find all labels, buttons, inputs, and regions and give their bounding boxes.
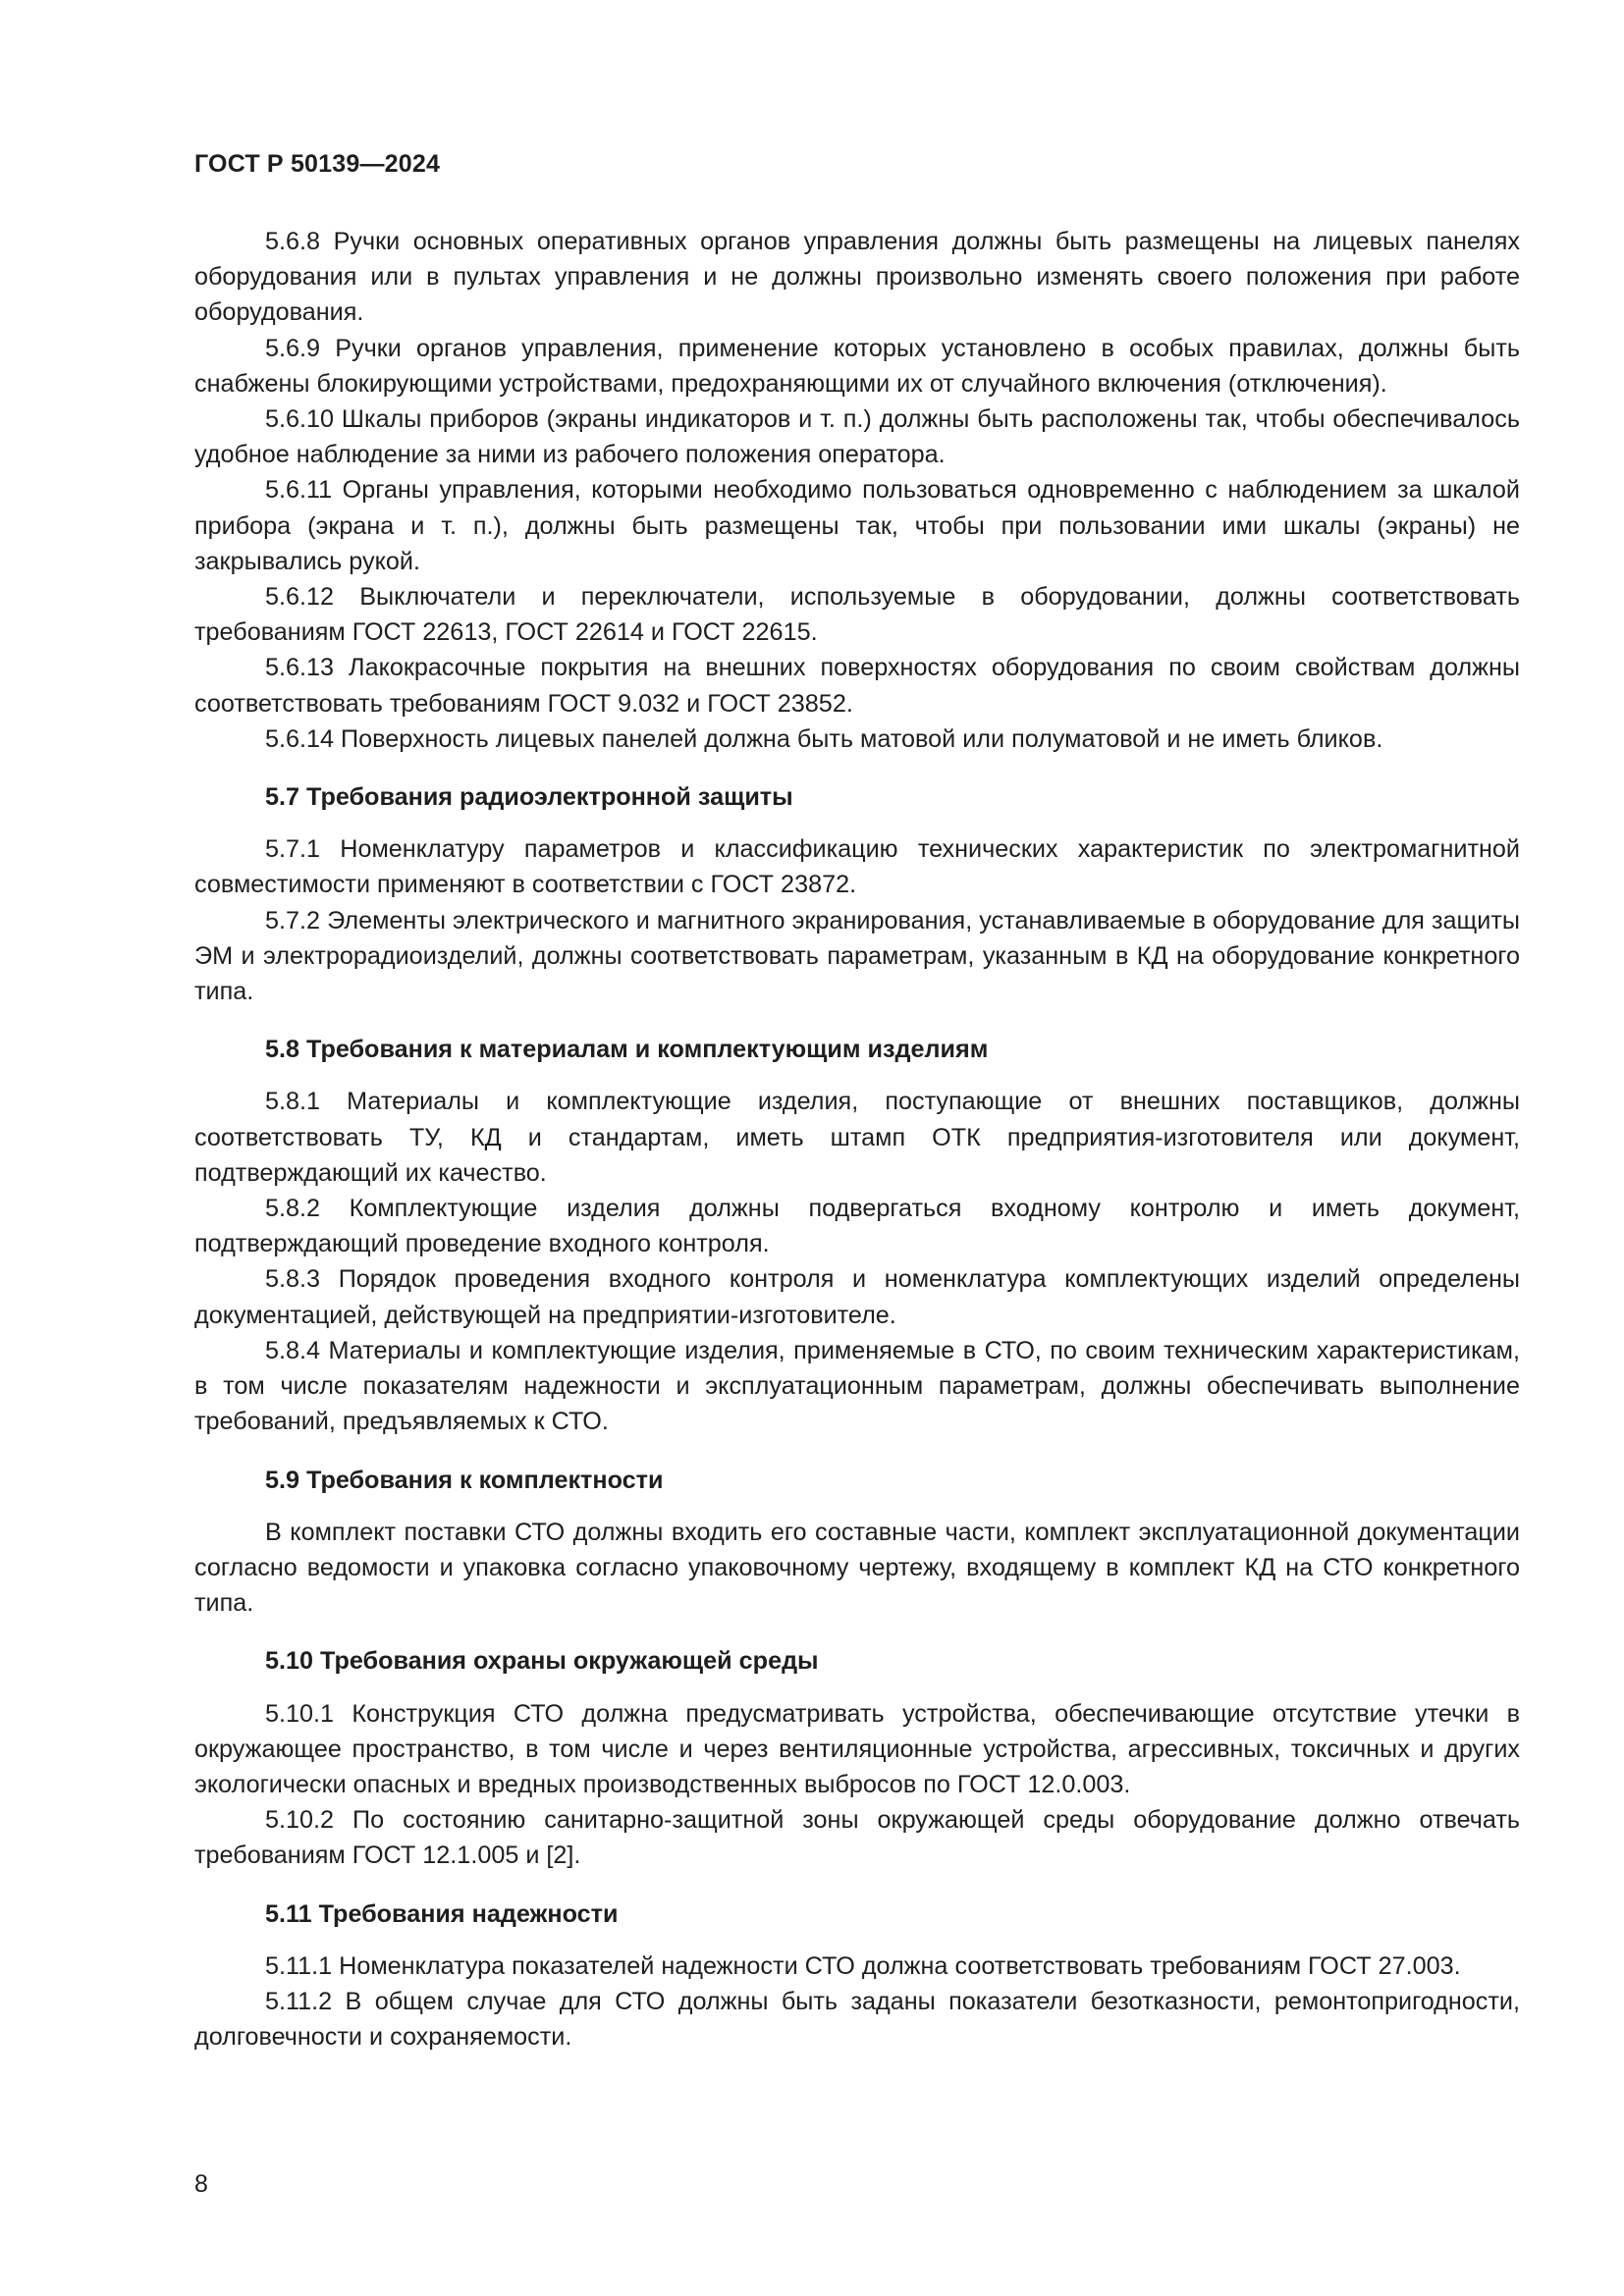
document-body: [194, 224, 1520, 2055]
paragraph-5-8-4: 5.8.4 Материалы и комплектующие изделия, применяемые в СТО, по своим техническим характеристикам, в том числе показателям надежности и эксплуатационным параметрам, должны обеспечивать выполнение требований, предъявляемых к СТО.: [194, 1336, 1520, 1436]
section-heading-5-7: 5.7 Требования радиоэлектронной защиты: [265, 783, 793, 812]
paragraph-5-11-1: 5.11.1 Номенклатура показателей надежности СТО должна соответствовать требованиям ГОСТ 27.003.: [265, 1951, 1461, 1980]
paragraph-5-6-8: 5.6.8 Ручки основных оперативных органов управления должны быть размещены на лицевых панелях оборудования или в пультах управления и не должны произвольно изменять своего положения при работе оборудования.: [194, 228, 1520, 327]
document-header: ГОСТ Р 50139—2024: [194, 150, 441, 178]
page-number: 8: [194, 2170, 208, 2198]
paragraph-5-11-2: 5.11.2 В общем случае для СТО должны быть заданы показатели безотказности, ремонтопригодности, долговечности и сохраняемости.: [194, 1987, 1520, 2052]
paragraph-5-6-14: 5.6.14 Поверхность лицевых панелей должна быть матовой или полуматовой и не иметь бликов.: [265, 724, 1383, 753]
paragraph-5-10-2: 5.10.2 По состоянию санитарно-защитной зоны окружающей среды оборудование должно отвечать требованиям ГОСТ 12.1.005 и [2].: [194, 1806, 1520, 1870]
paragraph-5-6-10: 5.6.10 Шкалы приборов (экраны индикаторов и т. п.) должны быть расположены так, чтобы обеспечивалось удобное наблюдение за ними из рабочего положения оператора.: [194, 405, 1520, 469]
paragraph-5-10-1: 5.10.1 Конструкция СТО должна предусматривать устройства, обеспечивающие отсутствие утечки в окружающее пространство, в том числе и через вентиляционные устройства, агрессивных, токсичных и других экологически опасных и вредных производственных выбросов по ГОСТ 12.0.003.: [194, 1699, 1520, 1798]
paragraph-5-7-1: 5.7.1 Номенклатуру параметров и классификацию технических характеристик по электромагнитной совместимости применяют в соответствии с ГОСТ 23872.: [194, 835, 1520, 899]
section-heading-5-8: 5.8 Требования к материалам и комплектующим изделиям: [265, 1036, 989, 1064]
paragraph-5-6-13: 5.6.13 Лакокрасочные покрытия на внешних поверхностях оборудования по своим свойствам должны соответствовать требованиям ГОСТ 9.032 и ГОСТ 23852.: [194, 654, 1520, 718]
paragraph-5-7-2: 5.7.2 Элементы электрического и магнитного экранирования, устанавливаемые в оборудование для защиты ЭМ и электрорадиоизделий, должны соответствовать параметрам, указанным в КД на оборудование конкретного типа.: [194, 906, 1520, 1006]
paragraph-5-6-9: 5.6.9 Ручки органов управления, применение которых установлено в особых правилах, должны быть снабжены блокирующими устройствами, предохраняющими их от случайного включения (отключения).: [194, 334, 1520, 398]
paragraph-5-8-3: 5.8.3 Порядок проведения входного контроля и номенклатура комплектующих изделий определены документацией, действующей на предприятии-изготовителе.: [194, 1265, 1520, 1329]
paragraph-5-6-11: 5.6.11 Органы управления, которыми необходимо пользоваться одновременно с наблюдением за шкалой прибора (экрана и т. п.), должны быть размещены так, чтобы при пользовании ими шкалы (экраны) не закрывались рукой.: [194, 476, 1520, 575]
section-heading-5-9: 5.9 Требования к комплектности: [265, 1466, 664, 1494]
paragraph-5-6-12: 5.6.12 Выключатели и переключатели, используемые в оборудовании, должны соответствовать требованиям ГОСТ 22613, ГОСТ 22614 и ГОСТ 22615.: [194, 583, 1520, 647]
paragraph-5-9: В комплект поставки СТО должны входить его составные части, комплект эксплуатационной документации согласно ведомости и упаковка согласно упаковочному чертежу, входящему в комплект КД на СТО конкретного типа.: [194, 1518, 1520, 1618]
section-heading-5-11: 5.11 Требования надежности: [265, 1899, 619, 1928]
section-heading-5-10: 5.10 Требования охраны окружающей среды: [265, 1647, 819, 1676]
paragraph-5-8-1: 5.8.1 Материалы и комплектующие изделия, поступающие от внешних поставщиков, должны соответствовать ТУ, КД и стандартам, иметь штамп ОТК предприятия-изготовителя или документ, подтверждающий их качество.: [194, 1088, 1520, 1187]
paragraph-5-8-2: 5.8.2 Комплектующие изделия должны подвергаться входному контролю и иметь документ, подтверждающий проведение входного контроля.: [194, 1195, 1520, 1258]
